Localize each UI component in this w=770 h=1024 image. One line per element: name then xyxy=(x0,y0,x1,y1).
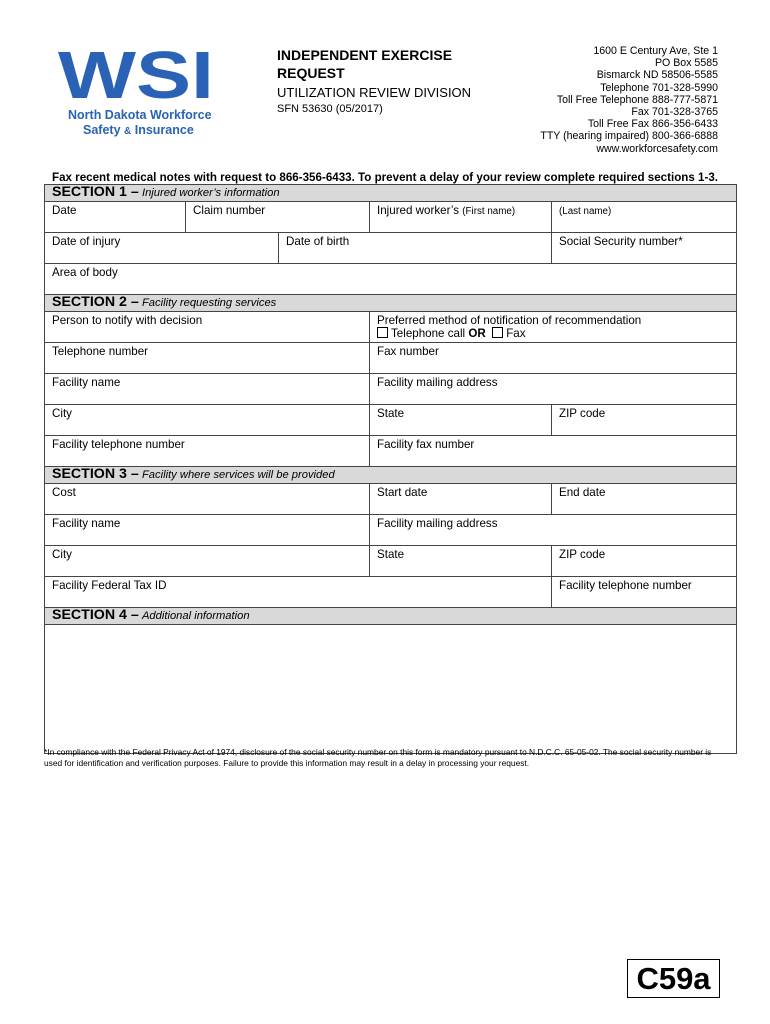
service-facility-telephone-field[interactable]: Facility telephone number xyxy=(552,577,737,608)
address-line: 1600 E Century Ave, Ste 1 xyxy=(593,45,718,57)
fax-instruction: Fax recent medical notes with request to 866-356-6433. To prevent a delay of your review complete required sections 1-3. xyxy=(51,171,719,184)
service-facility-mailing-field[interactable]: Facility mailing address xyxy=(370,515,737,546)
additional-information-field[interactable] xyxy=(45,625,737,754)
address-line: Telephone 701-328-5990 xyxy=(600,81,718,94)
facility-mailing-address-field[interactable]: Facility mailing address xyxy=(370,374,737,405)
start-date-field[interactable]: Start date xyxy=(370,484,552,515)
wsi-logo-mark xyxy=(58,44,216,102)
worker-last-name-field[interactable]: (Last name) xyxy=(552,202,737,233)
claim-number-field[interactable]: Claim number xyxy=(186,202,370,233)
telephone-call-checkbox[interactable] xyxy=(377,327,388,338)
logo-tagline xyxy=(58,108,218,139)
service-state-field[interactable]: State xyxy=(370,546,552,577)
end-date-field[interactable]: End date xyxy=(552,484,737,515)
division-name: UTILIZATION REVIEW DIVISION xyxy=(277,85,472,100)
fax-number-field[interactable]: Fax number xyxy=(370,343,737,374)
federal-tax-id-field[interactable]: Facility Federal Tax ID xyxy=(45,577,552,608)
privacy-footnote: *In compliance with the Federal Privacy Act of 1974, disclosure of the social security number on this form is mandatory pursuant to N.D.C.C. 65-05-02. The social security number is used for identification and verification purposes. Failure to provide this information may result in a delay in processing your request. xyxy=(44,747,712,768)
worker-first-name-field[interactable]: Injured worker’s (First name) xyxy=(370,202,552,233)
person-to-notify-field[interactable]: Person to notify with decision xyxy=(45,312,370,343)
form-title-line-2: REQUEST xyxy=(277,65,345,81)
service-zip-field[interactable]: ZIP code xyxy=(552,546,737,577)
service-city-field[interactable]: City xyxy=(45,546,370,577)
ssn-field[interactable]: Social Security number* xyxy=(552,233,737,264)
website-link[interactable]: www.workforcesafety.com xyxy=(596,142,718,155)
form-title-line-1: INDEPENDENT EXERCISE xyxy=(277,47,453,63)
address-line: TTY (hearing impaired) 800-366-6888 xyxy=(540,130,718,143)
telephone-number-field[interactable]: Telephone number xyxy=(45,343,370,374)
zip-code-field[interactable]: ZIP code xyxy=(552,405,737,436)
cost-field[interactable]: Cost xyxy=(45,484,370,515)
date-field[interactable]: Date xyxy=(45,202,186,233)
logo-line-2: Safety & Insurance xyxy=(83,123,194,137)
address-line: Toll Free Fax 866-356-6433 xyxy=(587,118,718,131)
section-4-header: SECTION 4 – Additional information xyxy=(45,608,737,625)
form-code-box: C59a xyxy=(627,959,720,998)
date-of-birth-field[interactable]: Date of birth xyxy=(279,233,552,264)
facility-telephone-field[interactable]: Facility telephone number xyxy=(45,436,370,467)
facility-fax-field[interactable]: Facility fax number xyxy=(370,436,737,467)
city-field[interactable]: City xyxy=(45,405,370,436)
service-facility-name-field[interactable]: Facility name xyxy=(45,515,370,546)
address-line: PO Box 5585 xyxy=(654,57,718,70)
request-form xyxy=(44,184,737,754)
contact-address-block xyxy=(540,45,718,155)
facility-name-field[interactable]: Facility name xyxy=(45,374,370,405)
date-of-injury-field[interactable]: Date of injury xyxy=(45,233,279,264)
wsi-logo xyxy=(58,44,218,139)
address-line: Toll Free Telephone 888-777-5871 xyxy=(556,93,718,106)
form-number: SFN 53630 (05/2017) xyxy=(277,103,383,115)
state-field[interactable]: State xyxy=(370,405,552,436)
form-header xyxy=(277,46,517,115)
notification-method-field: Preferred method of notification of recommendation Telephone call OR Fax xyxy=(370,312,737,343)
address-line: Bismarck ND 58506-5585 xyxy=(596,69,718,82)
address-line: Fax 701-328-3765 xyxy=(631,106,718,119)
section-2-header: SECTION 2 – Facility requesting services xyxy=(45,295,737,312)
logo-line-1: North Dakota Workforce xyxy=(68,108,212,122)
section-1-header: SECTION 1 – Injured worker’s information xyxy=(45,185,737,202)
wsi-logo-text: WSI xyxy=(58,44,214,102)
fax-checkbox[interactable] xyxy=(492,327,503,338)
section-3-header: SECTION 3 – Facility where services will be provided xyxy=(45,467,737,484)
area-of-body-field[interactable]: Area of body xyxy=(45,264,737,295)
